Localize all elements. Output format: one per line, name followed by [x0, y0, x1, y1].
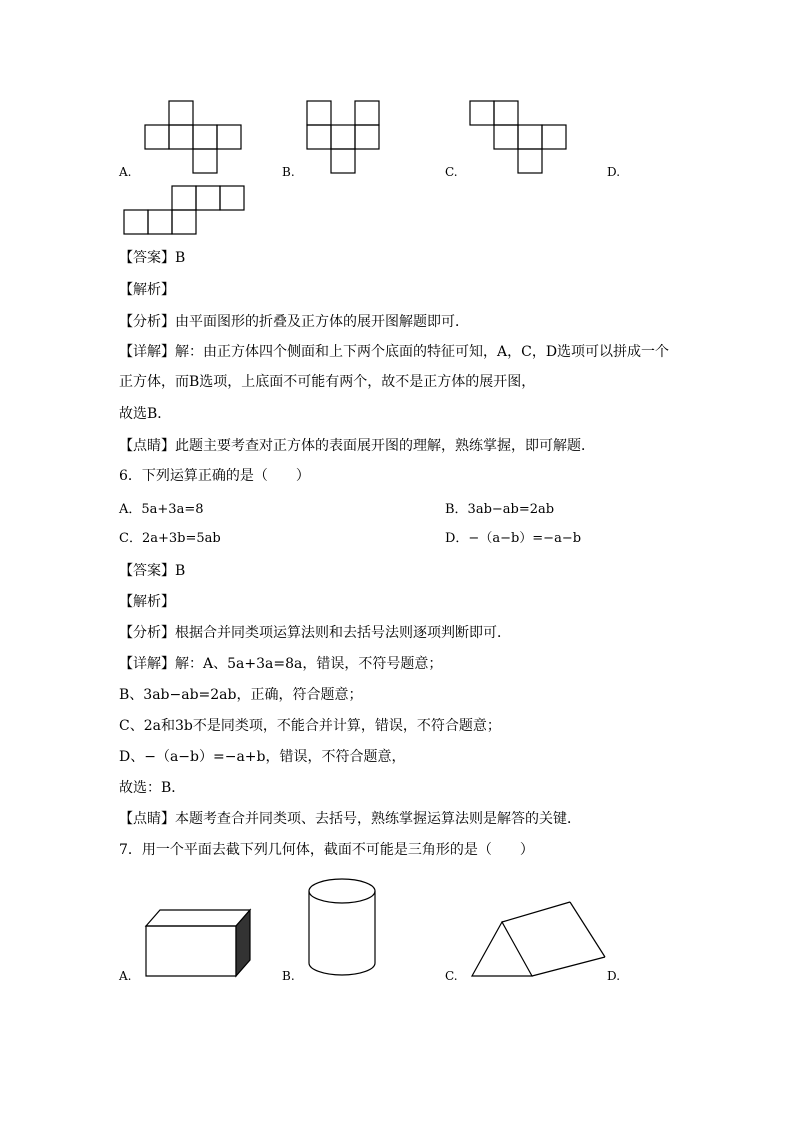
- q6-detail-c: C、2a和3b不是同类项，不能合并计算，错误，不符合题意；: [119, 718, 501, 734]
- triangular-prism-figure: [469, 899, 609, 979]
- q6-detail-b: B、3ab−ab=2ab，正确，符合题意；: [119, 687, 363, 703]
- q7-stem: 7．用一个平面去截下列几何体，截面不可能是三角形的是（ ）: [119, 842, 534, 858]
- net-label-c: C.: [445, 165, 458, 179]
- q6-analysis: 【分析】根据合并同类项运算法则和去括号法则逐项判断即可．: [119, 625, 511, 641]
- q6-option-d: D．−（a−b）=−a−b: [445, 531, 582, 546]
- q5-analysis: 【分析】由平面图形的折叠及正方体的展开图解题即可．: [119, 314, 469, 330]
- q5-detail-line2: 正方体，而B选项，上底面不可能有两个，故不是正方体的展开图，: [119, 374, 536, 390]
- q6-stem: 6．下列运算正确的是（ ）: [119, 468, 310, 484]
- q7-label-d: D.: [607, 969, 621, 983]
- net-label-b: B.: [282, 165, 295, 179]
- net-label-d: D.: [607, 165, 621, 179]
- net-figure-c: [469, 100, 569, 174]
- net-figure-d: [123, 185, 247, 237]
- net-figure-a: [145, 100, 245, 174]
- q5-comment: 【点睛】此题主要考查对正方体的表面展开图的理解，熟练掌握，即可解题．: [119, 438, 595, 454]
- q5-answer: 【答案】B: [119, 250, 186, 266]
- q7-label-c: C.: [445, 969, 458, 983]
- net-figure-b: [306, 100, 382, 174]
- q5-conclusion: 故选B．: [119, 406, 172, 422]
- q6-option-a: A．5a+3a=8: [119, 502, 204, 517]
- q5-detail-line1: 【详解】解：由正方体四个侧面和上下两个底面的特征可知，A，C，D选项可以拼成一个: [119, 344, 670, 360]
- q7-label-b: B.: [282, 969, 295, 983]
- cuboid-figure: [144, 906, 254, 978]
- q6-comment: 【点睛】本题考查合并同类项、去括号，熟练掌握运算法则是解答的关键．: [119, 811, 581, 827]
- q6-conclusion: 故选：B．: [119, 780, 186, 796]
- q6-option-c: C．2a+3b=5ab: [119, 531, 221, 546]
- cylinder-figure: [306, 877, 378, 977]
- net-label-a: A.: [119, 165, 132, 179]
- q6-detail-a: 【详解】解：A、5a+3a=8a，错误，不符号题意；: [119, 656, 443, 672]
- q6-analysis-heading: 【解析】: [119, 594, 175, 610]
- q6-detail-d: D、−（a−b）=−a+b，错误，不符合题意，: [119, 749, 406, 765]
- q6-answer: 【答案】B: [119, 563, 186, 579]
- q7-label-a: A.: [119, 969, 132, 983]
- q5-analysis-heading: 【解析】: [119, 282, 175, 298]
- q6-option-b: B．3ab−ab=2ab: [445, 502, 555, 517]
